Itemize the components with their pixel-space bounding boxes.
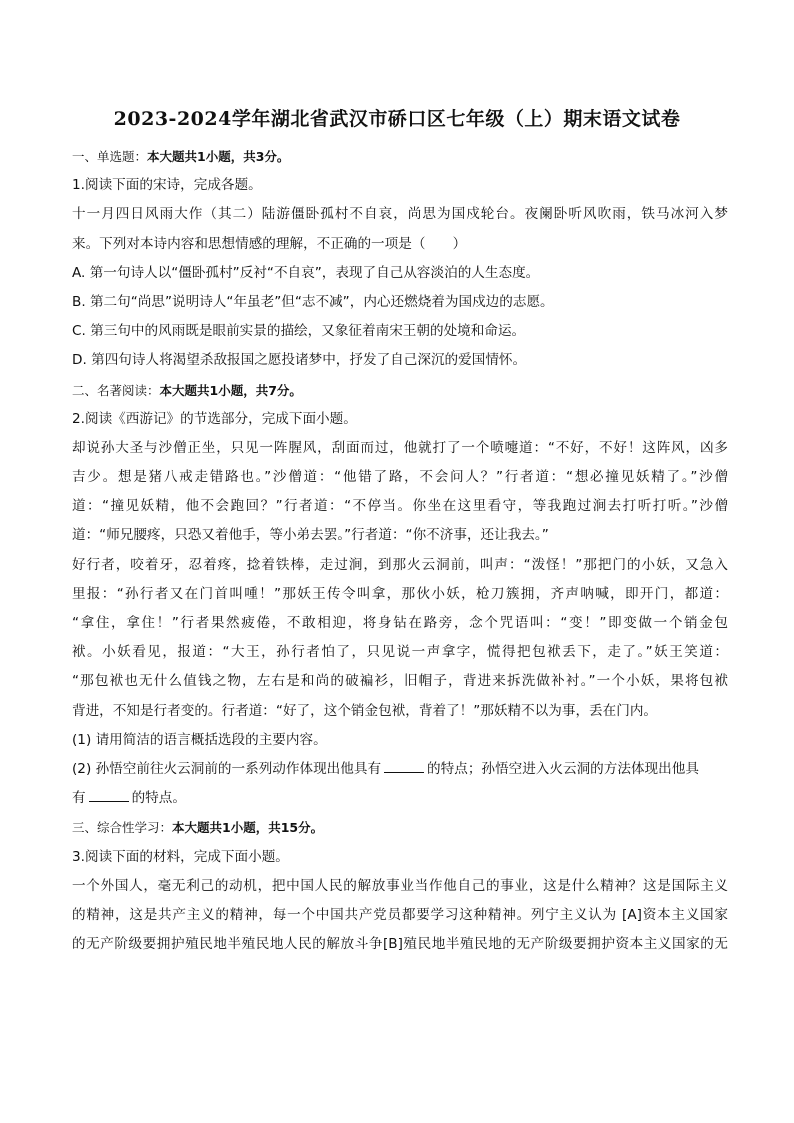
- text-line: 一个外国人，毫无利己的动机，把中国人民的解放事业当作他自己的事业，这是什么精神？这是国际主义: [72, 877, 728, 894]
- option-b: B. 第二句“尚思”说明诗人“年虽老”但“志不减”，内心还燃烧着为国戍边的志愿。: [72, 293, 554, 310]
- option-a: A. 第一句诗人以“僵卧孤村”反衬“不自哀”，表现了自己从容淡泊的人生态度。: [72, 264, 540, 281]
- question-item: [72, 755, 728, 784]
- text-line: 吉少。想是猪八戒走错路也。”沙僧道：“他错了路，不会问人？”行者道：“想必撞见妖精了。”沙僧: [72, 469, 728, 486]
- text-line: 十一月四日风雨大作（其二）陆游僵卧孤村不自哀，尚思为国戍轮台。夜阑卧听风吹雨，铁马冰河入梦: [72, 206, 728, 223]
- section-header-prefix: 二、名著阅读：: [72, 382, 160, 398]
- section-header-score: 本大题共1小题，共3分。: [147, 149, 290, 164]
- text-line: 却说孙大圣与沙僧正坐，只见一阵腥风，刮面而过，他就打了一个喷嚏道：“不好，不好！这阵风，凶多: [72, 439, 728, 456]
- section-header-score: 本大题共1小题，共15分。: [172, 820, 324, 836]
- text-line: 3.阅读下面的材料，完成下面小题。: [72, 848, 289, 865]
- answer-blank[interactable]: [384, 758, 424, 773]
- section-header-score: 本大题共1小题，共7分。: [159, 382, 302, 398]
- text-line: “那包袱也无什么值钱之物，左右是和尚的破褊衫，旧帽子，背进来拆洗做补衬。”一个小妖，果将包袱: [72, 673, 728, 690]
- document-body: [72, 142, 728, 959]
- page-title: 2023-2024学年湖北省武汉市硚口区七年级（上）期末语文试卷: [113, 108, 681, 130]
- text-line: 1.阅读下面的宋诗，完成各题。: [72, 177, 262, 194]
- option-d: D. 第四句诗人将渴望杀敌报国之愿投诸梦中，抒发了自己深沉的爱国情怀。: [72, 352, 527, 369]
- text-line: 里报：“孙行者又在门首叫喠！”那妖王传令叫拿，那伙小妖，枪刀簇拥，齐声呐喊，即开门，都道：: [72, 585, 728, 602]
- text-line: 好行者，咬着牙，忍着疼，捻着铁棒，走过涧，到那火云洞前，叫声：“泼怪！”那把门的小妖，又急入: [72, 556, 728, 573]
- section-header-prefix: 一、单选题：: [72, 149, 148, 164]
- text-line: 2.阅读《西游记》的节选部分，完成下面小题。: [72, 410, 357, 427]
- section-header: [72, 142, 728, 171]
- section-header: [72, 376, 728, 405]
- section-header-prefix: 三、综合性学习：: [72, 820, 173, 836]
- question-item: (1) 请用简洁的语言概括选段的主要内容。: [72, 731, 327, 748]
- text-line: “拿住，拿住！”行者果然疲倦，不敢相迎，将身钻在路旁，念个咒语叫：“变！”即变做一个销金包: [72, 615, 728, 631]
- text-line: 道：“撞见妖精，他不会跑回？”行者道：“不停当。你坐在这里看守，等我跑过涧去打听打听。”沙僧: [72, 498, 728, 515]
- text-line: 道：“师兄腰疼，只恐又着他手，等小弟去罢。”行者道：“你不济事，还让我去。”: [72, 527, 549, 544]
- question-text: 的特点。: [131, 790, 186, 807]
- text-line: 袱。小妖看见，报道：“大王，孙行者怕了，只见说一声拿字，慌得把包袱丢下，走了。”妖王笑道：: [72, 644, 728, 661]
- text-line: 来。下列对本诗内容和思想情感的理解，不正确的一项是（ ）: [72, 235, 467, 252]
- text-line: 的精神，这是共产主义的精神，每一个中国共产党员都要学习这种精神。列宁主义认为 [A]资本主义国家: [72, 906, 728, 923]
- text-line: 的无产阶级要拥护殖民地半殖民地人民的解放斗争[B]殖民地半殖民地的无产阶级要拥护资本主义国家的无: [72, 936, 728, 953]
- question-text: 的特点；孙悟空进入火云洞的方法体现出他具: [427, 760, 699, 777]
- section-header: [72, 813, 728, 842]
- question-text: 有: [72, 790, 86, 807]
- text-line: 背进，不知是行者变的。行者道：“好了，这个销金包袱，背着了！”那妖精不以为事，丢在门内。: [72, 702, 658, 719]
- question-item: [72, 784, 728, 813]
- answer-blank[interactable]: [89, 787, 129, 802]
- option-c: C. 第三句中的风雨既是眼前实景的描绘，又象征着南宋王朝的处境和命运。: [72, 323, 526, 340]
- question-text: (2) 孙悟空前往火云洞前的一系列动作体现出他具有: [72, 760, 382, 777]
